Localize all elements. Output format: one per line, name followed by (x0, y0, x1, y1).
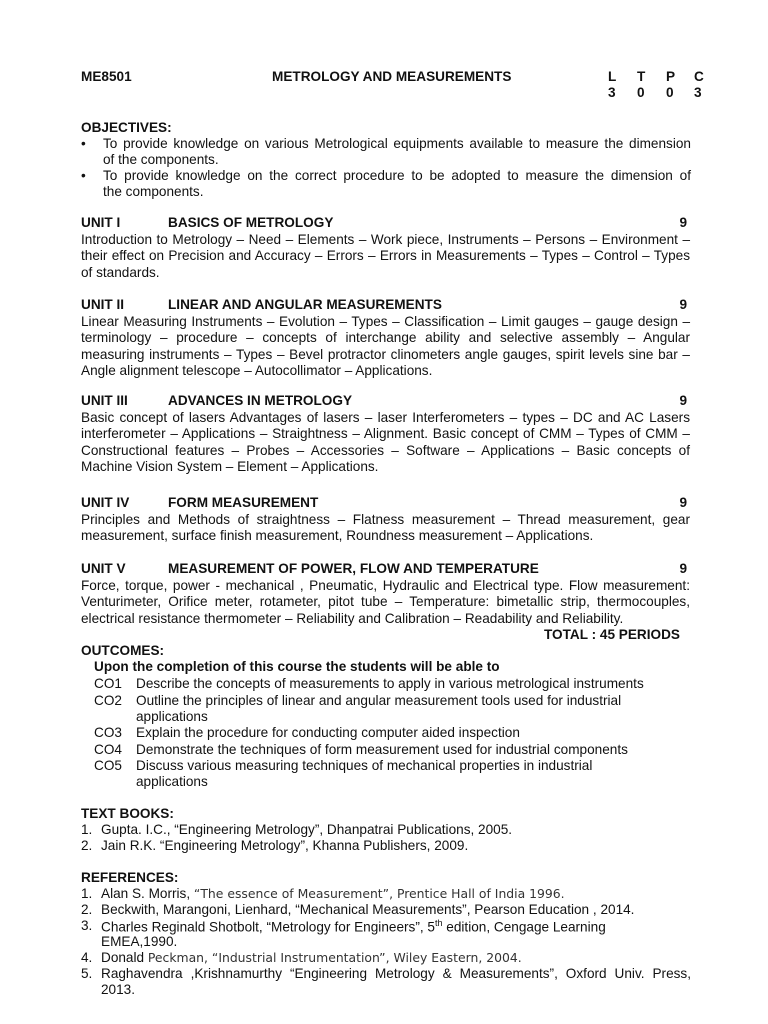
objectives-heading: OBJECTIVES: (81, 120, 172, 135)
outcome-id: CO3 (94, 725, 122, 740)
outcomes-intro: Upon the completion of this course the students will be able to (94, 659, 500, 674)
item-number: 1. (81, 886, 93, 901)
unit-code: UNIT V (81, 561, 126, 576)
outcome-text: applications (136, 709, 208, 724)
objective-line: To provide knowledge on various Metrological equipments available to measure the dimension (103, 136, 691, 151)
course-title: METROLOGY AND MEASUREMENTS (272, 69, 512, 84)
unit-hours: 9 (679, 561, 687, 576)
reference-line: EMEA,1990. (101, 934, 178, 949)
outcome-id: CO1 (94, 676, 122, 691)
ltpc-label-t: T (637, 69, 646, 84)
unit-title: FORM MEASUREMENT (168, 495, 319, 510)
item-number: 1. (81, 822, 93, 837)
unit-hours: 9 (679, 297, 687, 312)
outcome-id: CO2 (94, 693, 122, 708)
unit-hours: 9 (679, 393, 687, 408)
unit-content: Introduction to Metrology – Need – Elements – Work piece, Instruments – Persons – Environment – their effect on Precision and Accuracy – Errors – Errors in Measurements – Types – Control – Types of standards. (81, 232, 690, 280)
outcome-text: Demonstrate the techniques of form measurement used for industrial components (136, 742, 628, 757)
outcome-text: Explain the procedure for conducting computer aided inspection (136, 725, 520, 740)
textbook-text: Jain R.K. “Engineering Metrology”, Khanna Publishers, 2009. (101, 838, 469, 853)
unit-code: UNIT IV (81, 495, 130, 510)
unit-content: Linear Measuring Instruments – Evolution – Types – Classification – Limit gauges – gauge design – terminology – procedure – concepts of interchange ability and selective assembly – Angular measuring instruments – Types – Bevel protractor clinometers angle gauges, spirit levels sine bar – Angle alignment telescope – Autocollimator – Applications. (81, 314, 690, 378)
unit-heading (81, 495, 687, 513)
reference-author: Alan S. Morris, (101, 886, 194, 901)
unit-heading (81, 393, 687, 411)
total-periods: TOTAL : 45 PERIODS (544, 627, 680, 642)
unit-content: Basic concept of lasers Advantages of lasers – laser Interferometers – types – DC and AC Lasers interferometer – Applications – Straightness – Alignment. Basic concept of CMM – Types of CMM – Constructional features – Probes – Accessories – Software – Applications – Basic concepts of Machine Vision System – Element – Applications. (81, 410, 690, 474)
reference-author: Donald (101, 950, 148, 965)
reference-title: “The essence of Measurement”, Prentice Hall of India 1996. (193, 886, 565, 901)
objective-line: of the components. (103, 152, 219, 167)
references-heading: REFERENCES: (81, 870, 179, 885)
reference-text (101, 886, 565, 901)
reference-line: edition, Cengage Learning (442, 919, 606, 935)
ltpc-label-p: P (666, 69, 676, 84)
ltpc-value-l: 3 (608, 85, 616, 100)
item-number: 2. (81, 902, 93, 917)
item-number: 3. (81, 918, 93, 933)
objective-line: To provide knowledge on the correct procedure to be adopted to measure the dimension of (103, 168, 691, 183)
unit-title: LINEAR AND ANGULAR MEASUREMENTS (168, 297, 442, 312)
reference-line: Charles Reginald Shotbolt, “Metrology for Engineers”, 5 (101, 919, 435, 935)
outcome-text: applications (136, 774, 208, 789)
reference-text: Beckwith, Marangoni, Lienhard, “Mechanical Measurements”, Pearson Education , 2014. (101, 902, 635, 917)
outcomes-heading: OUTCOMES: (81, 643, 165, 658)
unit-title: MEASUREMENT OF POWER, FLOW AND TEMPERATURE (168, 561, 539, 576)
unit-hours: 9 (679, 215, 687, 230)
item-number: 2. (81, 838, 93, 853)
unit-heading (81, 561, 687, 579)
reference-text (101, 950, 522, 965)
unit-heading (81, 297, 687, 315)
reference-line: Raghavendra ,Krishnamurthy “Engineering Metrology & Measurements”, Oxford Univ. Press, (101, 966, 691, 981)
unit-code: UNIT II (81, 297, 125, 312)
ltpc-label-l: L (608, 69, 617, 84)
ltpc-value-p: 0 (666, 85, 674, 100)
reference-title: Peckman, “Industrial Instrumentation”, Wiley Eastern, 2004. (147, 950, 522, 965)
unit-title: BASICS OF METROLOGY (168, 215, 334, 230)
outcome-text: Discuss various measuring techniques of mechanical properties in industrial (136, 758, 593, 773)
unit-code: UNIT III (81, 393, 128, 408)
unit-content: Force, torque, power - mechanical , Pneumatic, Hydraulic and Electrical type. Flow measurement: Venturimeter, Orifice meter, rotameter, pitot tube – Temperature: bimetallic strip, thermocouples, electrical resistance thermometer – Reliability and Calibration – Readability and Reliability. (81, 578, 690, 626)
textbooks-heading: TEXT BOOKS: (81, 806, 174, 821)
unit-code: UNIT I (81, 215, 121, 230)
outcome-text: Outline the principles of linear and angular measurement tools used for industrial (136, 693, 622, 708)
textbook-text: Gupta. I.C., “Engineering Metrology”, Dhanpatrai Publications, 2005. (101, 822, 513, 837)
outcome-id: CO5 (94, 758, 122, 773)
bullet-icon: • (81, 136, 86, 151)
objective-line: the components. (103, 184, 204, 199)
outcome-id: CO4 (94, 742, 122, 757)
item-number: 4. (81, 950, 93, 965)
ltpc-value-c: 3 (694, 85, 702, 100)
outcome-text: Describe the concepts of measurements to apply in various metrological instruments (136, 676, 644, 691)
item-number: 5. (81, 966, 93, 981)
ltpc-label-c: C (694, 69, 704, 84)
course-code: ME8501 (81, 69, 132, 84)
reference-line: 2013. (101, 982, 136, 997)
reference-text (101, 918, 606, 935)
unit-content: Principles and Methods of straightness – Flatness measurement – Thread measurement, gear measurement, surface finish measurement, Roundness measurement – Applications. (81, 512, 690, 544)
unit-title: ADVANCES IN METROLOGY (168, 393, 353, 408)
unit-hours: 9 (679, 495, 687, 510)
unit-heading (81, 215, 687, 233)
ltpc-value-t: 0 (637, 85, 645, 100)
superscript: th (434, 918, 443, 928)
bullet-icon: • (81, 168, 86, 183)
